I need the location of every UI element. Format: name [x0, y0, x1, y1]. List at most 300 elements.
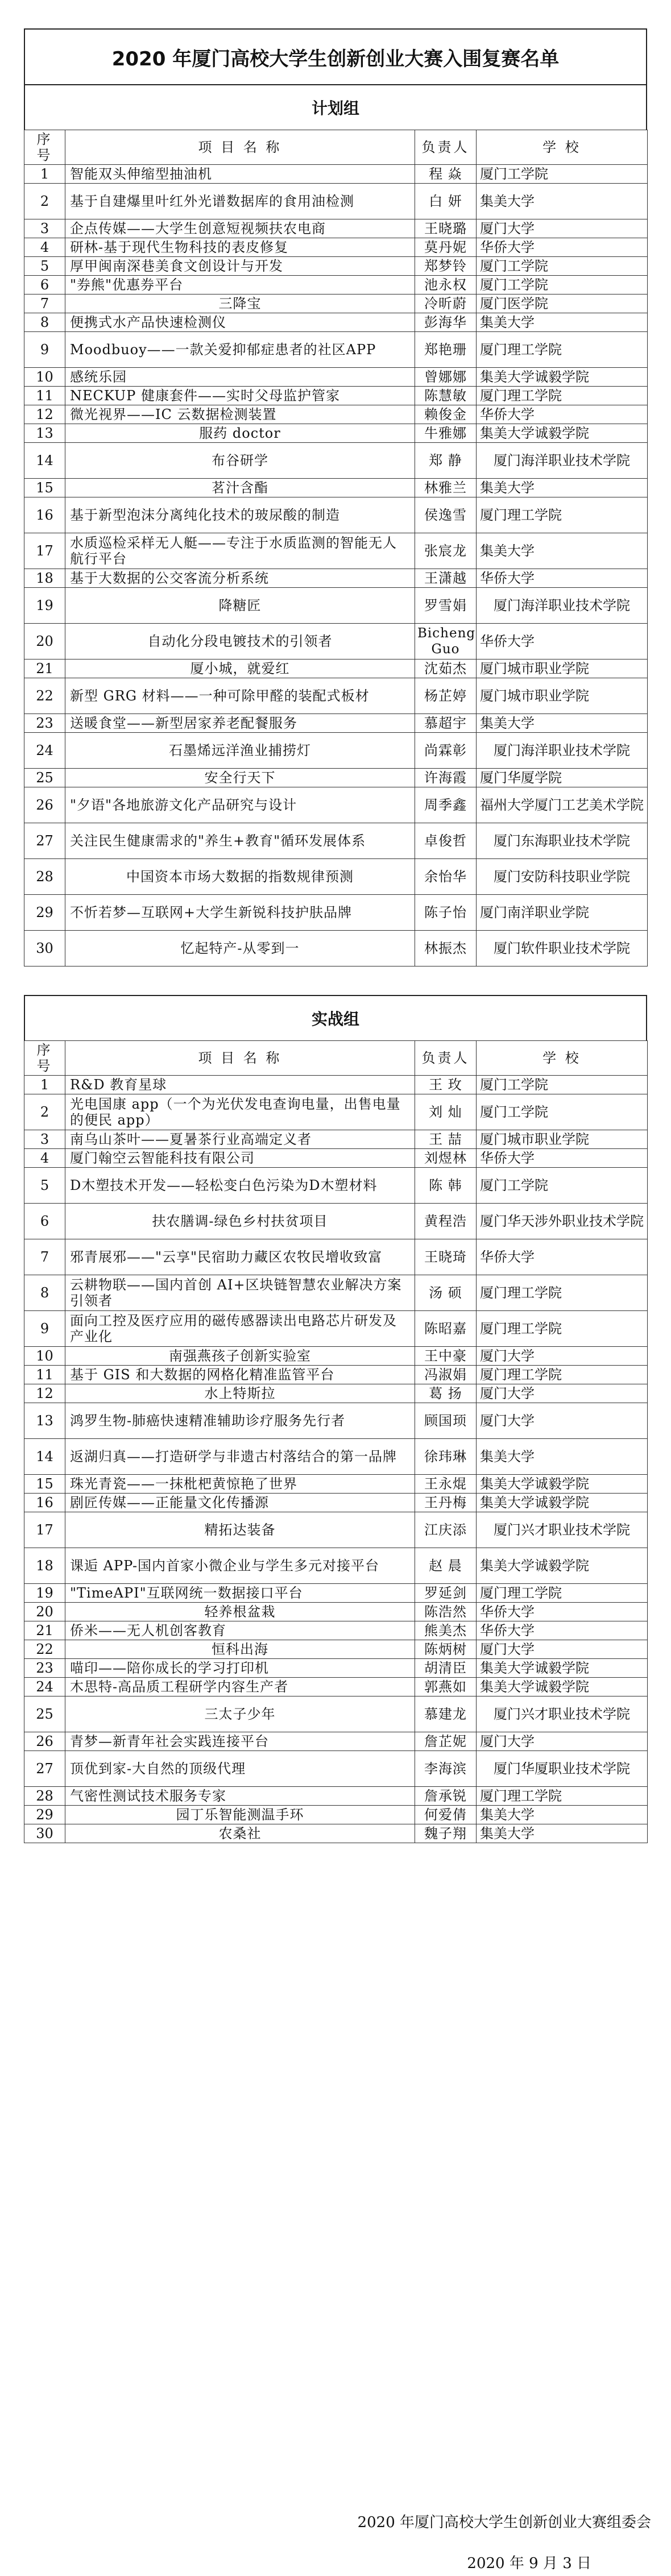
leader-name: 罗雪娟 [415, 588, 477, 624]
project-name: "TimeAPI"互联网统一数据接口平台 [65, 1584, 415, 1603]
school-name: 集美大学 [477, 184, 648, 219]
leader-name: 王晓璐 [415, 219, 477, 238]
table-row [24, 1311, 648, 1347]
project-name: 服药 doctor [65, 424, 415, 443]
header-school: 学 校 [477, 130, 648, 165]
project-name: 农桑社 [65, 1824, 415, 1843]
row-number: 4 [24, 1149, 65, 1168]
row-number: 30 [24, 1824, 65, 1843]
school-name: 厦门安防科技职业学院 [477, 859, 648, 895]
project-name: Moodbuoy——一款关爱抑郁症患者的社区APP [65, 332, 415, 368]
school-name: 华侨大学 [477, 405, 648, 424]
row-number: 12 [24, 1384, 65, 1403]
project-name: "夕语"各地旅游文化产品研究与设计 [65, 787, 415, 823]
school-name: 厦门大学 [477, 1347, 648, 1366]
school-name: 厦门理工学院 [477, 1366, 648, 1384]
school-name: 华侨大学 [477, 1239, 648, 1275]
table-row [24, 1584, 648, 1603]
row-number: 11 [24, 387, 65, 405]
table-row [24, 1366, 648, 1384]
table-header-row [24, 130, 648, 165]
leader-name: 沈茹杰 [415, 659, 477, 678]
leader-name: 熊美杰 [415, 1621, 477, 1640]
row-number: 11 [24, 1366, 65, 1384]
table-row [24, 714, 648, 733]
leader-name: 冯淑娟 [415, 1366, 477, 1384]
leader-name: 顾国顼 [415, 1403, 477, 1439]
leader-name: 陈 韩 [415, 1168, 477, 1204]
table-row [24, 1732, 648, 1751]
project-name: 厚甲闽南深巷美食文创设计与开发 [65, 257, 415, 276]
leader-name: 郑梦铃 [415, 257, 477, 276]
project-name: 智能双头伸缩型抽油机 [65, 165, 415, 184]
school-name: 集美大学 [477, 1439, 648, 1475]
school-name: 福州大学厦门工艺美术学院 [477, 787, 648, 823]
project-name: 侨米——无人机创客教育 [65, 1621, 415, 1640]
project-name: 云耕物联——国内首创 AI+区块链智慧农业解决方案引领者 [65, 1275, 415, 1311]
project-name: 南强燕孩子创新实验室 [65, 1347, 415, 1366]
table-row [24, 1439, 648, 1475]
school-name: 厦门工学院 [477, 1076, 648, 1094]
row-number: 13 [24, 424, 65, 443]
leader-name: 杨芷婷 [415, 678, 477, 714]
header-project: 项 目 名 称 [65, 130, 415, 165]
row-number: 2 [24, 184, 65, 219]
table-row [24, 1475, 648, 1494]
project-name: 不忻若梦—互联网+大学生新锐科技护肤品牌 [65, 895, 415, 931]
school-name: 厦门理工学院 [477, 332, 648, 368]
leader-name: 黄程浩 [415, 1204, 477, 1239]
table-row [24, 1076, 648, 1094]
school-name: 集美大学 [477, 1806, 648, 1824]
row-number: 3 [24, 1130, 65, 1149]
table-row [24, 1512, 648, 1548]
project-name: 喵印——陪你成长的学习打印机 [65, 1659, 415, 1678]
leader-name: 王潇越 [415, 569, 477, 588]
project-name: "券熊"优惠券平台 [65, 276, 415, 294]
table-row [24, 332, 648, 368]
school-name: 厦门大学 [477, 1384, 648, 1403]
project-name: 关注民生健康需求的"养生+教育"循环发展体系 [65, 823, 415, 859]
row-number: 29 [24, 1806, 65, 1824]
row-number: 16 [24, 497, 65, 533]
table-row [24, 1751, 648, 1787]
table-row [24, 165, 648, 184]
school-name: 厦门海洋职业技术学院 [477, 733, 648, 769]
school-name: 厦门城市职业学院 [477, 1130, 648, 1149]
project-name: 扶农膳调-绿色乡村扶贫项目 [65, 1204, 415, 1239]
project-name: 顶优到家-大自然的顶级代理 [65, 1751, 415, 1787]
table-row [24, 823, 648, 859]
leader-name: 池永权 [415, 276, 477, 294]
table-row [24, 769, 648, 787]
project-name: 厦小城，就爱红 [65, 659, 415, 678]
table-row [24, 1806, 648, 1824]
school-name: 厦门海洋职业技术学院 [477, 588, 648, 624]
table-row [24, 1696, 648, 1732]
leader-name: 王永焜 [415, 1475, 477, 1494]
table-row [24, 257, 648, 276]
school-name: 厦门大学 [477, 219, 648, 238]
project-name: 新型 GRG 材料——一种可除甲醛的装配式板材 [65, 678, 415, 714]
leader-name: 林振杰 [415, 931, 477, 966]
school-name: 华侨大学 [477, 1149, 648, 1168]
document-title: 2020 年厦门高校大学生创新创业大赛入围复赛名单 [24, 28, 647, 84]
row-number: 8 [24, 1275, 65, 1311]
leader-name: 冷昕蔚 [415, 294, 477, 313]
school-name: 集美大学诚毅学院 [477, 1494, 648, 1512]
leader-name: 牛雅娜 [415, 424, 477, 443]
group-title-practice: 实战组 [24, 995, 647, 1040]
header-school: 学 校 [477, 1041, 648, 1076]
table-row [24, 1824, 648, 1843]
row-number: 18 [24, 569, 65, 588]
project-name: 忆起特产-从零到一 [65, 931, 415, 966]
leader-name: 陈慧敏 [415, 387, 477, 405]
leader-name: 詹芷妮 [415, 1732, 477, 1751]
row-number: 12 [24, 405, 65, 424]
leader-name: 刘 灿 [415, 1094, 477, 1130]
row-number: 6 [24, 276, 65, 294]
table-row [24, 624, 648, 659]
school-name: 集美大学诚毅学院 [477, 368, 648, 387]
school-name: 集美大学诚毅学院 [477, 424, 648, 443]
school-name: 厦门南洋职业学院 [477, 895, 648, 931]
school-name: 集美大学 [477, 479, 648, 497]
leader-name: 李海滨 [415, 1751, 477, 1787]
plan-group-table [24, 130, 648, 966]
table-row [24, 1621, 648, 1640]
row-number: 20 [24, 624, 65, 659]
table-row [24, 405, 648, 424]
header-no: 序号 [24, 130, 65, 165]
table-row [24, 533, 648, 569]
table-row [24, 1678, 648, 1696]
project-name: 课逅 APP-国内首家小微企业与学生多元对接平台 [65, 1548, 415, 1584]
project-name: 青梦—新青年社会实践连接平台 [65, 1732, 415, 1751]
table-header-row [24, 1041, 648, 1076]
school-name: 集美大学诚毅学院 [477, 1548, 648, 1584]
row-number: 25 [24, 1696, 65, 1732]
table-row [24, 1548, 648, 1584]
row-number: 29 [24, 895, 65, 931]
row-number: 5 [24, 257, 65, 276]
school-name: 厦门工学院 [477, 257, 648, 276]
header-leader: 负责人 [415, 130, 477, 165]
school-name: 华侨大学 [477, 1621, 648, 1640]
project-name: 基于大数据的公交客流分析系统 [65, 569, 415, 588]
project-name: 三太子少年 [65, 1696, 415, 1732]
school-name: 厦门华厦职业技术学院 [477, 1751, 648, 1787]
row-number: 23 [24, 714, 65, 733]
leader-name: 程 焱 [415, 165, 477, 184]
leader-name: 詹承锐 [415, 1787, 477, 1806]
project-name: 面向工控及医疗应用的磁传感器读出电路芯片研发及产业化 [65, 1311, 415, 1347]
school-name: 集美大学 [477, 714, 648, 733]
school-name: 华侨大学 [477, 624, 648, 659]
project-name: 木思特-高品质工程研学内容生产者 [65, 1678, 415, 1696]
school-name: 集美大学诚毅学院 [477, 1659, 648, 1678]
leader-name: 莫丹妮 [415, 238, 477, 257]
school-name: 厦门城市职业学院 [477, 659, 648, 678]
row-number: 25 [24, 769, 65, 787]
leader-name: 郑 静 [415, 443, 477, 479]
row-number: 13 [24, 1403, 65, 1439]
leader-name: 曾娜娜 [415, 368, 477, 387]
table-row [24, 659, 648, 678]
table-row [24, 387, 648, 405]
row-number: 14 [24, 1439, 65, 1475]
leader-name: 许海霞 [415, 769, 477, 787]
project-name: 厦门翰空云智能科技有限公司 [65, 1149, 415, 1168]
table-row [24, 1168, 648, 1204]
school-name: 集美大学 [477, 1824, 648, 1843]
school-name: 厦门软件职业技术学院 [477, 931, 648, 966]
row-number: 18 [24, 1548, 65, 1584]
school-name: 厦门大学 [477, 1732, 648, 1751]
row-number: 15 [24, 479, 65, 497]
table-row [24, 1787, 648, 1806]
project-name: 便携式水产品快速检测仪 [65, 313, 415, 332]
school-name: 厦门理工学院 [477, 1275, 648, 1311]
project-name: 茗汁含酯 [65, 479, 415, 497]
leader-name: 林雅兰 [415, 479, 477, 497]
project-name: 中国资本市场大数据的指数规律预测 [65, 859, 415, 895]
leader-name: 侯逸雪 [415, 497, 477, 533]
table-row [24, 1659, 648, 1678]
table-row [24, 1347, 648, 1366]
leader-name: 王 玫 [415, 1076, 477, 1094]
row-number: 24 [24, 733, 65, 769]
project-name: 珠光青瓷——一抹枇杷黄惊艳了世界 [65, 1475, 415, 1494]
project-name: 南乌山茶叶——夏暑茶行业高端定义者 [65, 1130, 415, 1149]
school-name: 厦门兴才职业技术学院 [477, 1512, 648, 1548]
leader-name: 陈炳树 [415, 1640, 477, 1659]
table-row [24, 184, 648, 219]
school-name: 厦门大学 [477, 1640, 648, 1659]
signature-date: 2020 年 9 月 3 日 [467, 2555, 591, 2572]
table-row [24, 479, 648, 497]
school-name: 集美大学诚毅学院 [477, 1475, 648, 1494]
row-number: 30 [24, 931, 65, 966]
table-row [24, 219, 648, 238]
table-row [24, 1403, 648, 1439]
project-name: 园丁乐智能测温手环 [65, 1806, 415, 1824]
row-number: 16 [24, 1494, 65, 1512]
table-row [24, 895, 648, 931]
table-row [24, 424, 648, 443]
project-name: 研林-基于现代生物科技的表皮修复 [65, 238, 415, 257]
school-name: 厦门大学 [477, 1403, 648, 1439]
leader-name: 郑艳珊 [415, 332, 477, 368]
table-row [24, 1494, 648, 1512]
table-row [24, 1149, 648, 1168]
leader-name: 余怡华 [415, 859, 477, 895]
leader-name: 王中豪 [415, 1347, 477, 1366]
table-row [24, 313, 648, 332]
row-number: 7 [24, 294, 65, 313]
school-name: 厦门工学院 [477, 1168, 648, 1204]
table-row [24, 1130, 648, 1149]
leader-name: 汤 硕 [415, 1275, 477, 1311]
leader-name: 魏子翔 [415, 1824, 477, 1843]
school-name: 厦门理工学院 [477, 497, 648, 533]
project-name: R&D 教育星球 [65, 1076, 415, 1094]
row-number: 9 [24, 1311, 65, 1347]
leader-name: 王 喆 [415, 1130, 477, 1149]
school-name: 厦门东海职业技术学院 [477, 823, 648, 859]
table-row [24, 276, 648, 294]
leader-name: 陈浩然 [415, 1603, 477, 1621]
table-row [24, 931, 648, 966]
table-row [24, 1603, 648, 1621]
project-name: 剧匠传媒——正能量文化传播源 [65, 1494, 415, 1512]
project-name: 光电国康 app（一个为光伏发电查询电量，出售电量的便民 app） [65, 1094, 415, 1130]
table-row [24, 1384, 648, 1403]
row-number: 27 [24, 1751, 65, 1787]
row-number: 28 [24, 1787, 65, 1806]
row-number: 21 [24, 1621, 65, 1640]
leader-name: 慕超宇 [415, 714, 477, 733]
table-row [24, 787, 648, 823]
row-number: 2 [24, 1094, 65, 1130]
leader-name: 陈昭嘉 [415, 1311, 477, 1347]
row-number: 21 [24, 659, 65, 678]
header-leader: 负责人 [415, 1041, 477, 1076]
school-name: 厦门理工学院 [477, 1584, 648, 1603]
leader-name: 白 妍 [415, 184, 477, 219]
row-number: 3 [24, 219, 65, 238]
project-name: 企点传媒——大学生创意短视频扶农电商 [65, 219, 415, 238]
row-number: 17 [24, 1512, 65, 1548]
document [24, 28, 647, 1843]
table-row [24, 1275, 648, 1311]
school-name: 厦门工学院 [477, 276, 648, 294]
leader-name: 刘煜林 [415, 1149, 477, 1168]
project-name: 水上特斯拉 [65, 1384, 415, 1403]
project-name: 气密性测试技术服务专家 [65, 1787, 415, 1806]
school-name: 华侨大学 [477, 1603, 648, 1621]
group-title-plan: 计划组 [24, 84, 647, 130]
project-name: 返湖归真——打造研学与非遗古村落结合的第一品牌 [65, 1439, 415, 1475]
school-name: 厦门海洋职业技术学院 [477, 443, 648, 479]
row-number: 20 [24, 1603, 65, 1621]
table-row [24, 1094, 648, 1130]
row-number: 17 [24, 533, 65, 569]
school-name: 厦门华天涉外职业技术学院 [477, 1204, 648, 1239]
project-name: 恒科出海 [65, 1640, 415, 1659]
row-number: 28 [24, 859, 65, 895]
leader-name: 何爱倩 [415, 1806, 477, 1824]
leader-name: 尚霖彰 [415, 733, 477, 769]
project-name: 基于新型泡沫分离纯化技术的玻尿酸的制造 [65, 497, 415, 533]
project-name: 三降宝 [65, 294, 415, 313]
row-number: 14 [24, 443, 65, 479]
table-row [24, 569, 648, 588]
leader-name: 罗延剑 [415, 1584, 477, 1603]
leader-name: 王丹梅 [415, 1494, 477, 1512]
table-row [24, 368, 648, 387]
school-name: 集美大学 [477, 533, 648, 569]
table-row [24, 733, 648, 769]
row-number: 5 [24, 1168, 65, 1204]
row-number: 26 [24, 787, 65, 823]
row-number: 4 [24, 238, 65, 257]
row-number: 1 [24, 1076, 65, 1094]
row-number: 22 [24, 678, 65, 714]
row-number: 10 [24, 368, 65, 387]
table-row [24, 588, 648, 624]
project-name: 石墨烯远洋渔业捕捞灯 [65, 733, 415, 769]
row-number: 8 [24, 313, 65, 332]
table-row [24, 294, 648, 313]
leader-name: 周季鑫 [415, 787, 477, 823]
leader-name: 王晓琦 [415, 1239, 477, 1275]
leader-name: 胡清臣 [415, 1659, 477, 1678]
school-name: 华侨大学 [477, 238, 648, 257]
leader-name: 张宸龙 [415, 533, 477, 569]
row-number: 7 [24, 1239, 65, 1275]
leader-name: 徐玮琳 [415, 1439, 477, 1475]
row-number: 26 [24, 1732, 65, 1751]
row-number: 23 [24, 1659, 65, 1678]
table-row [24, 497, 648, 533]
table-row [24, 1239, 648, 1275]
school-name: 华侨大学 [477, 569, 648, 588]
leader-name: 陈子怡 [415, 895, 477, 931]
project-name: 感统乐园 [65, 368, 415, 387]
leader-name: Bicheng Guo [415, 624, 477, 659]
project-name: 鸿罗生物-肺癌快速精准辅助诊疗服务先行者 [65, 1403, 415, 1439]
school-name: 厦门工学院 [477, 1094, 648, 1130]
project-name: 安全行天下 [65, 769, 415, 787]
leader-name: 赖俊金 [415, 405, 477, 424]
table-row [24, 859, 648, 895]
school-name: 厦门理工学院 [477, 1787, 648, 1806]
project-name: 布谷研学 [65, 443, 415, 479]
project-name: 送暖食堂——新型居家养老配餐服务 [65, 714, 415, 733]
header-no: 序号 [24, 1041, 65, 1076]
table-row [24, 443, 648, 479]
project-name: 轻养根盆栽 [65, 1603, 415, 1621]
school-name: 厦门华厦学院 [477, 769, 648, 787]
row-number: 15 [24, 1475, 65, 1494]
leader-name: 赵 晨 [415, 1548, 477, 1584]
project-name: 降糖匠 [65, 588, 415, 624]
project-name: 基于 GIS 和大数据的网格化精准监管平台 [65, 1366, 415, 1384]
school-name: 厦门工学院 [477, 165, 648, 184]
project-name: 微光视界——IC 云数据检测装置 [65, 405, 415, 424]
row-number: 27 [24, 823, 65, 859]
school-name: 厦门城市职业学院 [477, 678, 648, 714]
table-row [24, 1640, 648, 1659]
row-number: 9 [24, 332, 65, 368]
project-name: 精拓达装备 [65, 1512, 415, 1548]
leader-name: 卓俊哲 [415, 823, 477, 859]
table-row [24, 1204, 648, 1239]
school-name: 集美大学诚毅学院 [477, 1678, 648, 1696]
project-name: NECKUP 健康套件——实时父母监护管家 [65, 387, 415, 405]
project-name: D木塑技术开发——轻松变白色污染为D木塑材料 [65, 1168, 415, 1204]
school-name: 厦门兴才职业技术学院 [477, 1696, 648, 1732]
row-number: 24 [24, 1678, 65, 1696]
row-number: 1 [24, 165, 65, 184]
row-number: 10 [24, 1347, 65, 1366]
leader-name: 郭燕如 [415, 1678, 477, 1696]
school-name: 厦门医学院 [477, 294, 648, 313]
leader-name: 葛 扬 [415, 1384, 477, 1403]
row-number: 6 [24, 1204, 65, 1239]
